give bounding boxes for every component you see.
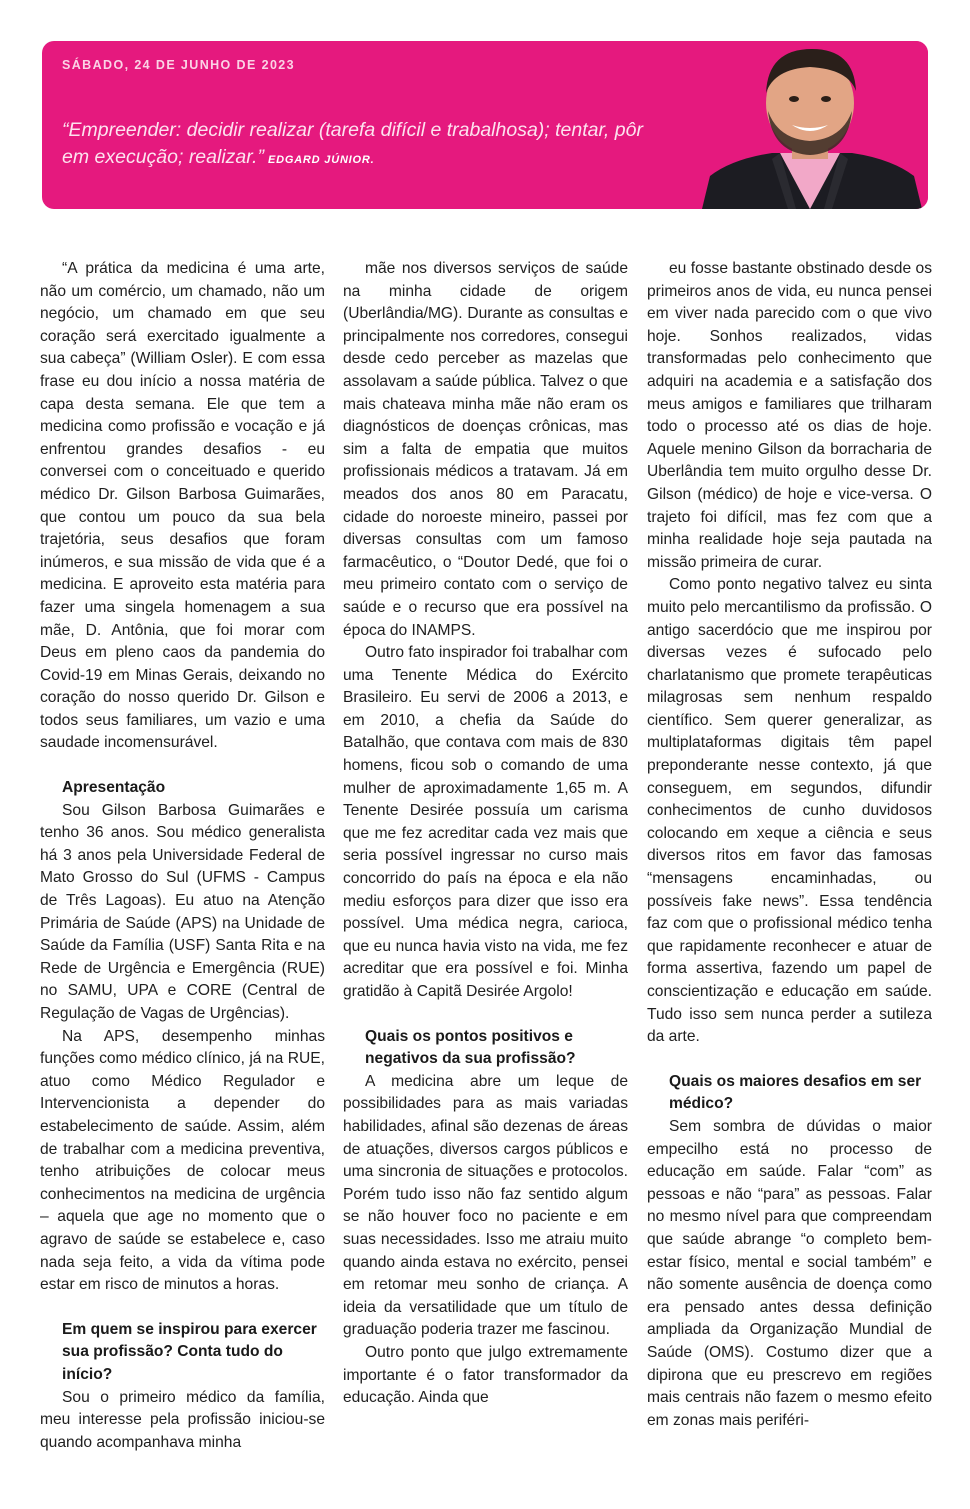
paragraph: “A prática da medicina é uma arte, não um comércio, um chamado, não um negócio, um chamado em que seu coração será exercitado igualmente a sua cabeça” (William Osler). E com essa frase eu dou início a nossa matéria de capa desta semana. Ele que tem a medicina como profissão e vocação e já enfrentou grandes desafios - eu conversei com o conceituado e querido médico Dr. Gilson Barbosa Guimarães, que contou um pouco da sua bela trajetória, seus desafios que foram inúmeros, e sua missão de vida que é a medicina. E aproveito esta matéria para fazer uma singela homenagem a sua mãe, D. Antônia, que foi morar com Deus em pleno caos da pandemia do Covid-19 em Minas Gerais, deixando no coração do nosso querido Dr. Gilson e todos seus familiares, um vazio e uma saudade incomensurável. — [40, 260, 325, 752]
article-column-3 — [647, 258, 932, 1498]
author-portrait — [692, 41, 928, 209]
paragraph: eu fosse bastante obstinado desde os primeiros anos de vida, eu nunca pensei em viver nada parecido com o que vivo hoje. Sonhos realizados, vidas transformadas pelo conhecimento que adquiri na academia e a satisfação dos meus amigos e familiares que trilharam todo o processo até os dias de hoje. Aquele menino Gilson da borracharia de Uberlândia tem muito orgulho desse Dr. Gilson (médico) de hoje e vice-versa. O trajeto foi difícil, mas fez com que a minha realidade hoje seja pautada na missão primeira de curar. — [647, 260, 932, 571]
quote-author: EDGARD JÚNIOR. — [267, 154, 375, 166]
section-heading: Quais os maiores desafios em ser médico? — [669, 1072, 922, 1113]
article-column-1 — [40, 258, 325, 1498]
paragraph: Outro fato inspirador foi trabalhar com uma Tenente Médica do Exército Brasileiro. Eu servi de 2006 a 2013, e em 2010, a chefia da Saúde do Batalhão, que contava com mais de 830 homens, ficou sob o comando de uma mulher de aproximadamente 1,65 m. A Tenente Desirée possuía um carisma que me fez acreditar cada vez mais que seria possível ingressar no curso mais concorrido do país na época e ela não mediu esforços para dizer que isso era possível. Uma médica negra, carioca, que eu nunca havia visto na vida, me fez acreditar que era possível e foi. Minha gratidão à Capitã Desirée Argolo! — [343, 644, 628, 1000]
paragraph: Outro ponto que julgo extremamente importante é o fator transformador da educação. Ainda que — [343, 1343, 628, 1407]
quote-text: “Empreender: decidir realizar (tarefa difícil e trabalhosa); tentar, pôr em execução; realizar.” — [62, 119, 643, 168]
paragraph: Sou Gilson Barbosa Guimarães e tenho 36 anos. Sou médico generalista há 3 anos pela Universidade Federal de Mato Grosso do Sul (UFMS - Campus de Três Lagoas). Eu atuo na Atenção Primária de Saúde (APS) na Unidade de Saúde da Família (USF) Santa Rita e na Rede de Urgência e Emergência (RUE) no SAMU, UPA e CORE (Central de Regulação de Vagas de Urgências). — [40, 801, 325, 1022]
article-body — [40, 258, 930, 1498]
paragraph: Sou o primeiro médico da família, meu interesse pela profissão iniciou-se quando acompanhava minha — [40, 1388, 325, 1451]
banner-quote — [62, 117, 672, 174]
paragraph: Na APS, desempenho minhas funções como médico clínico, já na RUE, atuo como Médico Regulador e Intervencionista a depender do estabelecimento de saúde. Assim, além de trabalhar com a medicina preventiva, tenho atribuições de colocar meus conhecimentos na medicina de urgência – aquela que age no momento que o agravo de saúde se estabelece e, caso nada seja feito, a vida da vítima pode estar em risco de minutos a horas. — [40, 1027, 325, 1294]
section-heading: Quais os pontos positivos e negativos da sua profissão? — [365, 1027, 576, 1068]
paragraph: mãe nos diversos serviços de saúde na minha cidade de origem (Uberlândia/MG). Durante as consultas e principalmente nos corredores, consegui desde cedo perceber as mazelas que assolavam a saúde pública. Talvez o que mais chateava minha mãe não eram os diagnósticos de doenças crônicas, mas sim a falta de empatia que muitos profissionais médicos a tratavam. Já em meados dos anos 80 em Paracatu, cidade do noroeste mineiro, passei por diversas consultas com um famoso farmacêutico, o “Doutor Dedé, que foi o meu primeiro contato com o serviço de saúde e o recurso que era possível na época do INAMPS. — [343, 260, 628, 639]
article-column-2 — [343, 258, 628, 1498]
paragraph: A medicina abre um leque de possibilidades para as mais variadas habilidades, afinal são dezenas de áreas de atuações, diversos cargos públicos e uma sincronia de situações e protocolos. Porém tudo isso não faz sentido algum se não houver foco no paciente e em suas necessidades. Isso me atraiu muito quando ainda estava no exército, pensei em retomar meu sonho de criança. A ideia da versatilidade que um título de graduação poderia trazer me fascinou. — [343, 1072, 628, 1339]
section-heading: Em quem se inspirou para exercer sua profissão? Conta tudo do início? — [62, 1320, 317, 1383]
paragraph: Como ponto negativo talvez eu sinta muito pelo mercantilismo da profissão. O antigo sacerdócio que me inspirou por diversas vezes é sufocado pelo charlatanismo que promete terapêuticas milagrosas sem nenhum respaldo científico. Sem querer generalizar, as multiplataformas digitais têm papel preponderante nesse contexto, já que conseguem, em segundos, difundir conhecimentos de cunho duvidosos colocando em xeque a ciência e seus diversos ritos em favor das famosas “mensagens encaminhadas, ou possíveis fake news”. Essa tendência faz com que o profissional médico tenha que rapidamente reconhecer e atuar de forma assertiva, fazendo um papel de conscientização e educação em saúde. Tudo isso sem nunca perder a sutileza da arte. — [647, 576, 932, 1046]
section-heading: Apresentação — [62, 779, 166, 797]
paragraph: Sem sombra de dúvidas o maior empecilho está no processo de educação em saúde. Falar “com” as pessoas e não “para” as pessoas. Falar no mesmo nível para que compreendam que saúde abrange “o completo bem-estar físico, mental e social também” e não somente ausência de doença como era pensado antes dessa definição ampliada da Organização Mundial de Saúde (OMS). Costumo dizer que a dipirona que eu prescrevo em regiões mais centrais não fazem o mesmo efeito em zonas mais periféri- — [647, 1117, 932, 1429]
header-banner — [42, 41, 928, 209]
issue-date: SÁBADO, 24 DE JUNHO DE 2023 — [62, 58, 296, 72]
